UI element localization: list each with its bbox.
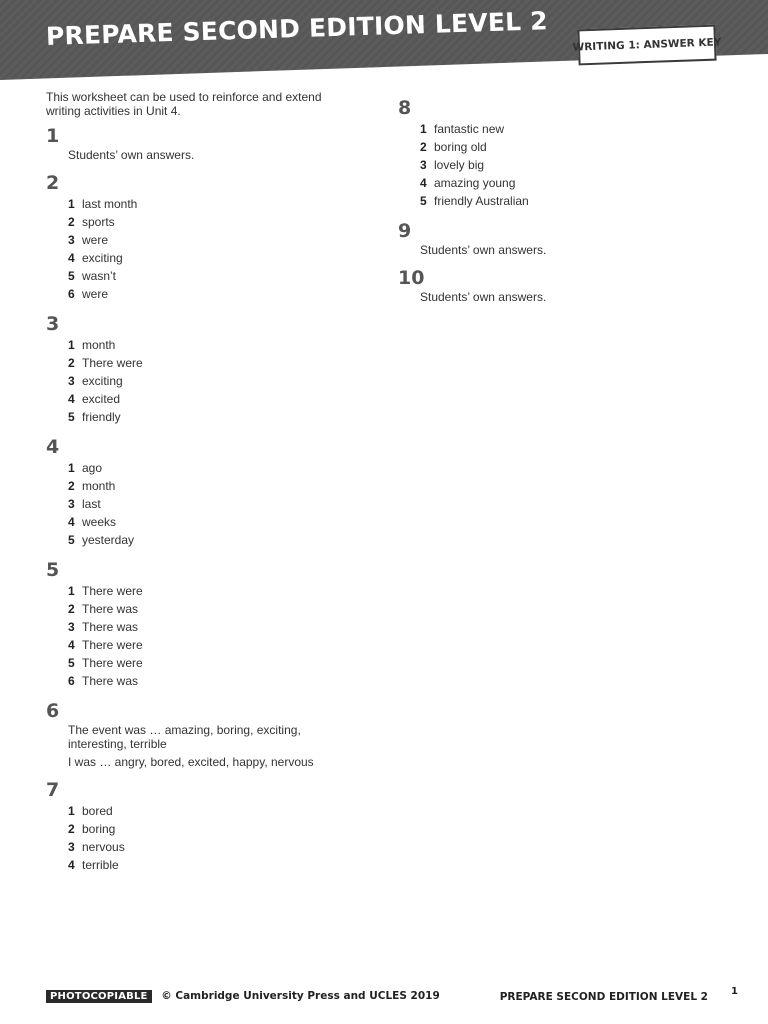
- copyright-text: © Cambridge University Press and UCLES 2019: [161, 990, 440, 1002]
- item-answer: fantastic new: [434, 122, 505, 136]
- answer-key-tag: WRITING 1: ANSWER KEY: [577, 25, 716, 66]
- item-answer: There were: [82, 656, 143, 670]
- exercise-2: [46, 171, 346, 303]
- exercise-number: 3: [46, 313, 60, 335]
- item-answer: were: [82, 287, 109, 301]
- footer-title: PREPARE SECOND EDITION LEVEL 2: [499, 991, 708, 1003]
- item-number: 1: [68, 461, 75, 475]
- item-answer: There was: [82, 602, 139, 616]
- item-number: 2: [68, 356, 75, 370]
- item-number: 1: [68, 584, 75, 598]
- item-number: 1: [68, 804, 75, 818]
- item-number: 5: [68, 410, 75, 424]
- right-column: [398, 96, 698, 313]
- answer-list: [68, 802, 346, 874]
- item-answer: boring: [82, 822, 116, 836]
- list-item: [68, 267, 346, 285]
- item-number: 2: [68, 822, 75, 836]
- exercise-7: [46, 778, 346, 874]
- item-number: 3: [68, 840, 75, 854]
- exercise-number: 8: [398, 97, 412, 119]
- item-number: 3: [68, 620, 75, 634]
- item-answer: There were: [82, 356, 143, 370]
- item-number: 4: [68, 858, 75, 872]
- item-answer: bored: [82, 804, 113, 818]
- item-answer: were: [82, 233, 109, 247]
- exercise-number: 5: [46, 559, 60, 581]
- list-item: [68, 820, 346, 838]
- item-number: 3: [68, 497, 75, 511]
- list-item: [420, 174, 698, 192]
- item-number: 4: [68, 638, 75, 652]
- item-number: 1: [420, 122, 427, 136]
- answer-text: Students’ own answers.: [420, 290, 547, 304]
- item-answer: boring old: [434, 140, 487, 154]
- item-answer: excited: [82, 392, 121, 406]
- list-item: [420, 192, 698, 210]
- list-item: [420, 120, 698, 138]
- list-item: [68, 408, 346, 426]
- list-item: [68, 195, 346, 213]
- exercise-10: [398, 266, 698, 304]
- item-number: 4: [68, 251, 75, 265]
- answer-list: [68, 582, 346, 690]
- list-item: [68, 354, 346, 372]
- list-item: [420, 156, 698, 174]
- item-number: 4: [420, 176, 427, 190]
- item-answer: month: [82, 479, 116, 493]
- item-number: 2: [420, 140, 427, 154]
- item-answer: ago: [82, 461, 103, 475]
- exercise-8: [398, 96, 698, 210]
- exercise-number: 7: [46, 779, 60, 801]
- item-answer: There were: [82, 638, 143, 652]
- item-answer: friendly: [82, 410, 121, 424]
- answer-text: The event was … amazing, boring, exciting, interesting, terrible: [68, 723, 301, 751]
- list-item: [68, 802, 346, 820]
- list-item: [68, 582, 346, 600]
- exercise-number: 6: [46, 700, 60, 722]
- item-answer: amazing young: [434, 176, 516, 190]
- item-answer: month: [82, 338, 116, 352]
- item-number: 5: [68, 656, 75, 670]
- list-item: [68, 372, 346, 390]
- answer-text: I was … angry, bored, excited, happy, nervous: [68, 755, 314, 769]
- item-answer: yesterday: [82, 533, 135, 547]
- list-item: [68, 249, 346, 267]
- item-answer: friendly Australian: [434, 194, 529, 208]
- item-number: 2: [68, 215, 75, 229]
- item-answer: last month: [82, 197, 138, 211]
- item-number: 1: [68, 338, 75, 352]
- item-number: 4: [68, 515, 75, 529]
- left-column: [46, 90, 346, 883]
- item-number: 2: [68, 602, 75, 616]
- answer-text: Students’ own answers.: [420, 243, 547, 257]
- item-number: 6: [68, 674, 75, 688]
- list-item: [68, 285, 346, 303]
- list-item: [68, 856, 346, 874]
- item-answer: last: [82, 497, 101, 511]
- exercise-9: [398, 219, 698, 257]
- photocopiable-label: PHOTOCOPIABLE: [46, 990, 152, 1003]
- item-answer: There were: [82, 584, 143, 598]
- item-answer: sports: [82, 215, 115, 229]
- item-answer: There was: [82, 620, 139, 634]
- item-answer: wasn’t: [82, 269, 117, 283]
- exercise-6: [46, 699, 346, 769]
- item-answer: There was: [82, 674, 139, 688]
- exercise-5: [46, 558, 346, 690]
- item-number: 2: [68, 479, 75, 493]
- exercise-number: 10: [398, 267, 425, 289]
- item-number: 3: [68, 374, 75, 388]
- page-title: PREPARE SECOND EDITION LEVEL 2: [45, 6, 549, 51]
- list-item: [68, 531, 346, 549]
- answer-list: [68, 195, 346, 303]
- list-item: [68, 636, 346, 654]
- list-item: [68, 654, 346, 672]
- answer-list: [420, 120, 698, 210]
- item-answer: weeks: [82, 515, 117, 529]
- list-item: [420, 138, 698, 156]
- list-item: [68, 600, 346, 618]
- answer-list: [68, 459, 346, 549]
- item-answer: lovely big: [434, 158, 485, 172]
- list-item: [68, 838, 346, 856]
- item-number: 5: [68, 533, 75, 547]
- answer-text: Students’ own answers.: [68, 148, 195, 162]
- exercise-number: 2: [46, 172, 60, 194]
- page-number: 1: [731, 986, 738, 997]
- exercise-number: 9: [398, 220, 412, 242]
- item-number: 5: [420, 194, 427, 208]
- item-number: 5: [68, 269, 75, 283]
- list-item: [68, 495, 346, 513]
- list-item: [68, 672, 346, 690]
- list-item: [68, 513, 346, 531]
- item-answer: exciting: [82, 251, 123, 265]
- item-answer: exciting: [82, 374, 123, 388]
- list-item: [68, 213, 346, 231]
- item-answer: nervous: [82, 840, 125, 854]
- list-item: [68, 336, 346, 354]
- item-number: 4: [68, 392, 75, 406]
- list-item: [68, 618, 346, 636]
- exercise-number: 1: [46, 125, 60, 147]
- item-number: 1: [68, 197, 75, 211]
- exercise-number: 4: [46, 436, 60, 458]
- page-footer: [46, 990, 722, 1006]
- item-number: 6: [68, 287, 75, 301]
- exercise-4: [46, 435, 346, 549]
- answer-list: [68, 336, 346, 426]
- item-number: 3: [420, 158, 427, 172]
- list-item: [68, 390, 346, 408]
- item-number: 3: [68, 233, 75, 247]
- list-item: [68, 231, 346, 249]
- exercise-1: [46, 124, 346, 162]
- list-item: [68, 459, 346, 477]
- exercise-3: [46, 312, 346, 426]
- list-item: [68, 477, 346, 495]
- intro-text: This worksheet can be used to reinforce and extend writing activities in Unit 4.: [46, 90, 322, 118]
- item-answer: terrible: [82, 858, 119, 872]
